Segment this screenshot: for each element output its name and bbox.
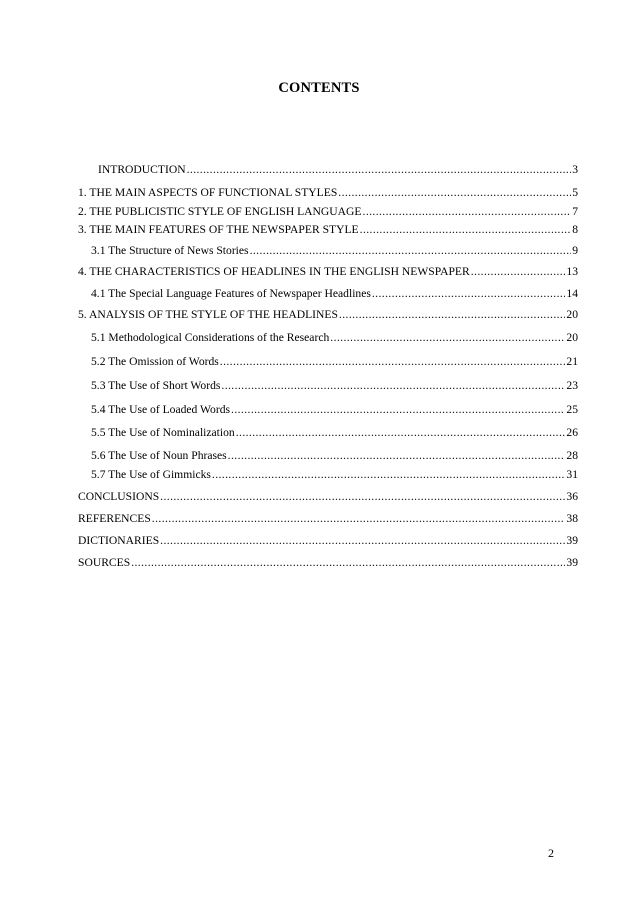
toc-entry-label: 1. THE MAIN ASPECTS OF FUNCTIONAL STYLES	[78, 186, 338, 199]
toc-entry-section-4	[78, 264, 578, 279]
dot-leader	[360, 222, 572, 237]
dot-leader	[338, 185, 571, 200]
toc-entry-conclusions	[78, 489, 578, 504]
toc-entry-label: 5.1 Methodological Considerations of the Research	[91, 331, 330, 344]
toc-entry-references	[78, 511, 578, 526]
toc-entry-label: 3.1 The Structure of News Stories	[91, 244, 249, 257]
toc-entry-page: 5	[572, 186, 578, 199]
toc-entry-section-5-5	[78, 425, 578, 440]
toc-entry-label: 3. THE MAIN FEATURES OF THE NEWSPAPER STYLE	[78, 223, 359, 236]
toc-entry-section-3	[78, 222, 578, 237]
dot-leader	[160, 489, 565, 504]
toc-entry-page: 20	[566, 308, 578, 321]
toc-entry-page: 31	[566, 468, 578, 481]
toc-entry-section-5-7	[78, 467, 578, 482]
toc-entry-page: 20	[566, 331, 578, 344]
toc-entry-label: 2. THE PUBLICISTIC STYLE OF ENGLISH LANGUAGE	[78, 205, 362, 218]
toc-entry-page: 39	[566, 534, 578, 547]
toc-entry-label: 5.4 The Use of Loaded Words	[91, 403, 231, 416]
toc-entry-page: 3	[572, 163, 578, 176]
dot-leader	[471, 264, 566, 279]
dot-leader	[187, 162, 572, 177]
toc-entry-page: 21	[566, 355, 578, 368]
toc-entry-label: DICTIONARIES	[78, 534, 160, 547]
toc-entry-section-5-3	[78, 378, 578, 393]
toc-entry-page: 36	[566, 490, 578, 503]
toc-entry-label: INTRODUCTION	[98, 163, 186, 176]
dot-leader	[221, 378, 565, 393]
toc-entry-label: 5. ANALYSIS OF THE STYLE OF THE HEADLINES	[78, 308, 338, 321]
toc-entry-page: 38	[566, 512, 578, 525]
dot-leader	[160, 533, 565, 548]
toc-entry-section-5-6	[78, 448, 578, 463]
dot-leader	[339, 307, 565, 322]
page-number: 2	[548, 846, 554, 860]
toc-entry-page: 39	[566, 556, 578, 569]
toc-entry-dictionaries	[78, 533, 578, 548]
toc-entry-label: 5.5 The Use of Nominalization	[91, 426, 235, 439]
toc-entry-sources	[78, 555, 578, 570]
toc-entry-label: 4.1 The Special Language Features of Newspaper Headlines	[91, 287, 371, 300]
toc-entry-label: 4. THE CHARACTERISTICS OF HEADLINES IN THE ENGLISH NEWSPAPER	[78, 265, 470, 278]
toc-entry-page: 28	[566, 449, 578, 462]
toc-entry-section-2	[78, 204, 578, 219]
toc-entry-label: 5.6 The Use of Noun Phrases	[91, 449, 227, 462]
toc-entry-page: 7	[572, 205, 578, 218]
toc-entry-introduction	[78, 162, 578, 177]
dot-leader	[212, 467, 566, 482]
dot-leader	[330, 330, 565, 345]
toc-entry-label: SOURCES	[78, 556, 131, 569]
toc-entry-section-5-2	[78, 354, 578, 369]
dot-leader	[231, 402, 565, 417]
toc-entry-page: 8	[572, 223, 578, 236]
toc-entry-page: 13	[566, 265, 578, 278]
toc-entry-section-5-4	[78, 402, 578, 417]
toc-entry-page: 26	[566, 426, 578, 439]
dot-leader	[250, 243, 572, 258]
toc-entry-page: 25	[566, 403, 578, 416]
dot-leader	[228, 448, 566, 463]
table-of-contents	[78, 162, 578, 570]
dot-leader	[220, 354, 566, 369]
dot-leader	[152, 511, 566, 526]
toc-entry-page: 14	[566, 287, 578, 300]
toc-entry-label: 5.2 The Omission of Words	[91, 355, 219, 368]
toc-entry-label: 5.7 The Use of Gimmicks	[91, 468, 211, 481]
toc-entry-label: REFERENCES	[78, 512, 151, 525]
toc-entry-label: 5.3 The Use of Short Words	[91, 379, 221, 392]
toc-entry-section-1	[78, 185, 578, 200]
toc-entry-section-3-1	[78, 243, 578, 258]
dot-leader	[363, 204, 572, 219]
page-title: CONTENTS	[278, 80, 360, 96]
toc-entry-page: 23	[566, 379, 578, 392]
dot-leader	[372, 286, 566, 301]
dot-leader	[131, 555, 565, 570]
toc-entry-section-5-1	[78, 330, 578, 345]
toc-entry-section-5	[78, 307, 578, 322]
toc-entry-label: CONCLUSIONS	[78, 490, 160, 503]
dot-leader	[236, 425, 566, 440]
toc-entry-section-4-1	[78, 286, 578, 301]
toc-entry-page: 9	[572, 244, 578, 257]
